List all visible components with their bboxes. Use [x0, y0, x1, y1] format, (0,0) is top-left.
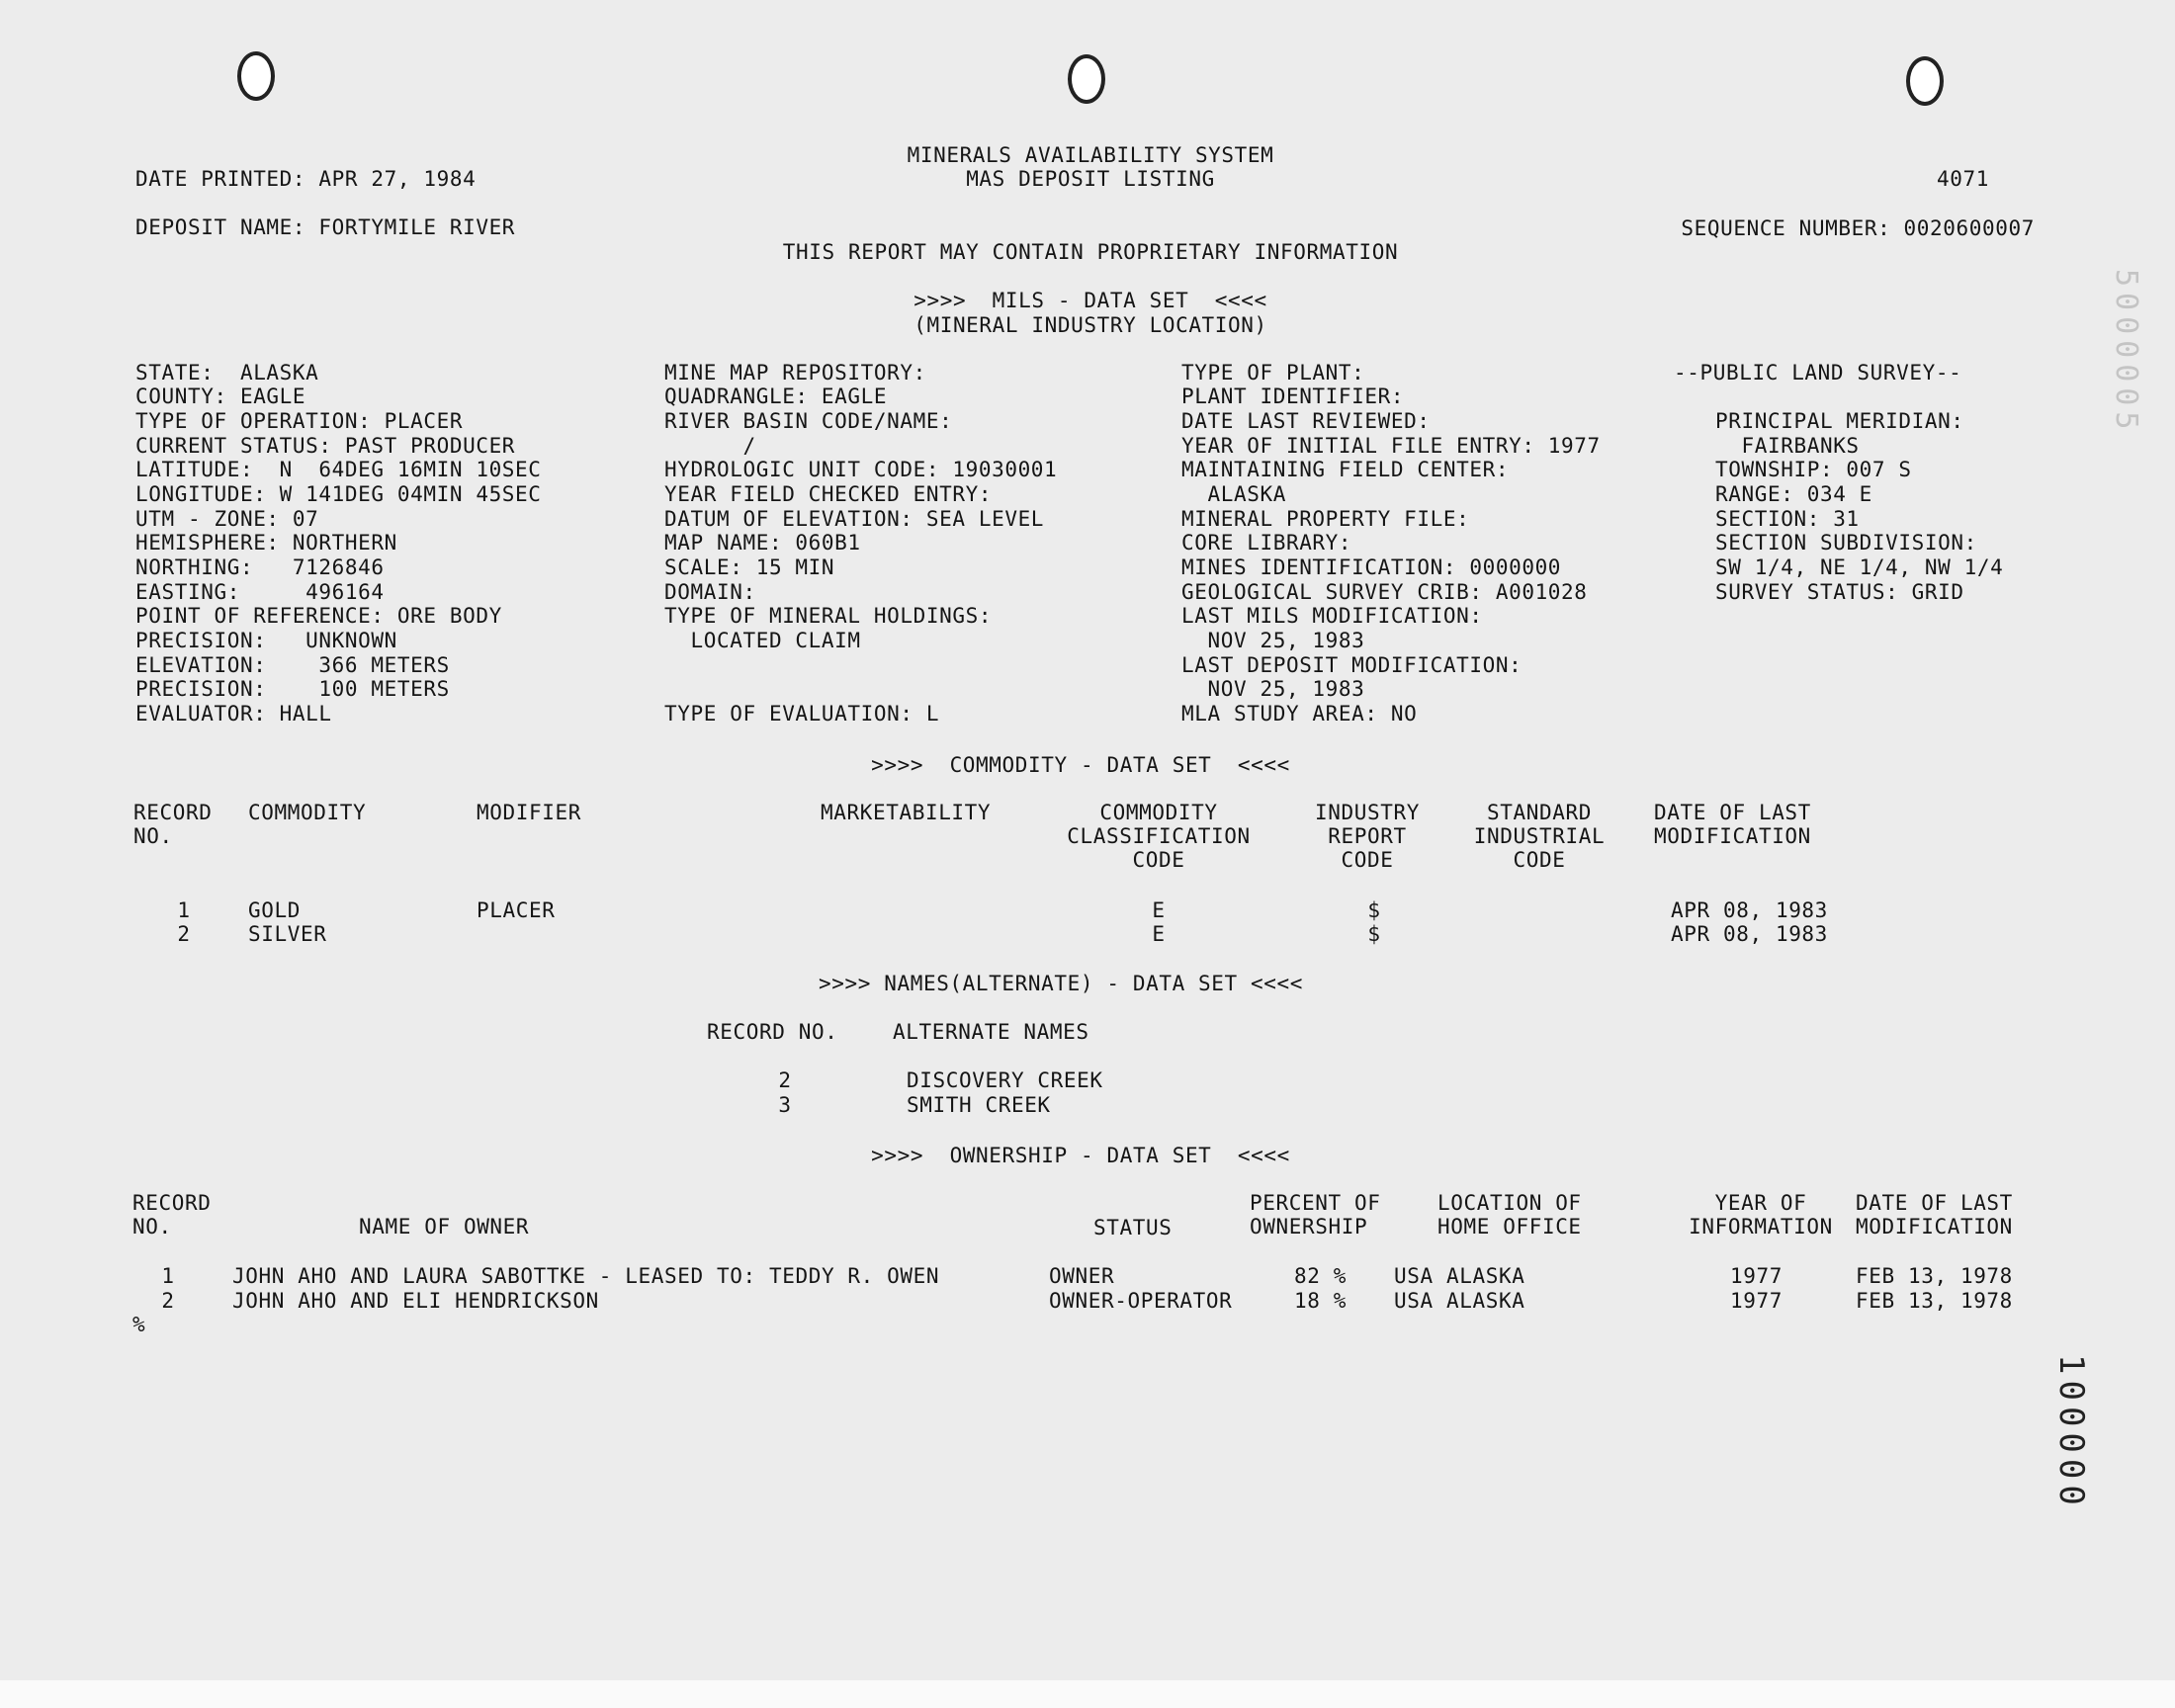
field-line: LOCATED CLAIM [664, 629, 861, 652]
classification-code: E [1152, 922, 1166, 946]
field-line: LONGITUDE: W 141DEG 04MIN 45SEC [135, 482, 542, 506]
field-line: EVALUATOR: HALL [135, 702, 332, 726]
field-line: PLANT IDENTIFIER: [1181, 384, 1405, 408]
field-line: DATE LAST REVIEWED: [1181, 409, 1431, 433]
field-line: PRECISION: UNKNOWN [135, 629, 397, 652]
field-line: UTM - ZONE: 07 [135, 507, 319, 531]
field-line: LAST MILS MODIFICATION: [1181, 604, 1483, 628]
field-line: YEAR OF INITIAL FILE ENTRY: 1977 [1181, 434, 1601, 458]
col-header-commodity: COMMODITY [248, 801, 367, 824]
field-line: DOMAIN: [664, 580, 756, 604]
col-header-record: RECORD NO. [707, 1020, 838, 1044]
ownership-percent: 82 % [1294, 1264, 1347, 1288]
modification-date: APR 08, 1983 [1671, 922, 1828, 946]
field-line: TYPE OF OPERATION: PLACER [135, 409, 464, 433]
field-line: MLA STUDY AREA: NO [1181, 702, 1418, 726]
col-header-date: DATE OF LAST MODIFICATION [1654, 801, 1811, 848]
field-line: EASTING: 496164 [135, 580, 385, 604]
field-line: PRECISION: 100 METERS [135, 677, 450, 701]
field-line: COUNTY: EAGLE [135, 384, 306, 408]
field-line: FAIRBANKS [1715, 434, 1860, 458]
field-line: CURRENT STATUS: PAST PRODUCER [135, 434, 516, 458]
col-header-classification: COMMODITY CLASSIFICATION CODE [1067, 801, 1251, 872]
field-line: SURVEY STATUS: GRID [1715, 580, 1964, 604]
field-line: GEOLOGICAL SURVEY CRIB: A001028 [1181, 580, 1588, 604]
field-line: CORE LIBRARY: [1181, 531, 1352, 555]
field-line: SCALE: 15 MIN [664, 555, 835, 579]
col-header-date: DATE OF LAST MODIFICATION [1856, 1191, 2013, 1238]
field-line: HYDROLOGIC UNIT CODE: 19030001 [664, 458, 1058, 481]
owner-name: JOHN AHO AND LAURA SABOTTKE - LEASED TO: TEDDY R. OWEN [232, 1264, 940, 1288]
field-line: NOV 25, 1983 [1181, 677, 1365, 701]
punch-hole-center [1068, 54, 1105, 104]
industry-code: $ [1367, 898, 1381, 922]
information-year: 1977 [1730, 1264, 1783, 1288]
commodity-modifier: PLACER [477, 898, 556, 922]
record-number: 2 [177, 922, 191, 946]
commodity-heading: >>>> COMMODITY - DATA SET <<<< [871, 753, 1290, 777]
classification-code: E [1152, 898, 1166, 922]
report-title: MINERALS AVAILABILITY SYSTEM [907, 143, 1274, 167]
field-line: SECTION: 31 [1715, 507, 1860, 531]
frame-number-stamp: 100000 [2051, 1354, 2091, 1511]
information-year: 1977 [1730, 1289, 1783, 1313]
field-line: LATITUDE: N 64DEG 16MIN 10SEC [135, 458, 542, 481]
record-number: 1 [177, 898, 191, 922]
record-number: 2 [778, 1068, 792, 1092]
home-office-location: USA ALASKA [1394, 1264, 1525, 1288]
field-line: ALASKA [1181, 482, 1286, 506]
punch-hole-right [1906, 56, 1944, 106]
field-line: SECTION SUBDIVISION: [1715, 531, 1977, 555]
modification-date: APR 08, 1983 [1671, 898, 1828, 922]
field-line: HEMISPHERE: NORTHERN [135, 531, 397, 555]
field-line: RIVER BASIN CODE/NAME: [664, 409, 953, 433]
modification-date: FEB 13, 1978 [1856, 1264, 2013, 1288]
names-heading: >>>> NAMES(ALTERNATE) - DATA SET <<<< [819, 972, 1303, 995]
field-line: YEAR FIELD CHECKED ENTRY: [664, 482, 993, 506]
field-line: MINE MAP REPOSITORY: [664, 361, 926, 384]
page-number: 4071 [1937, 167, 1989, 191]
field-line: --PUBLIC LAND SURVEY-- [1674, 361, 1962, 384]
field-line: SW 1/4, NE 1/4, NW 1/4 [1715, 555, 2004, 579]
field-line: ELEVATION: 366 METERS [135, 653, 450, 677]
field-line: TYPE OF PLANT: [1181, 361, 1365, 384]
alternate-name: SMITH CREEK [907, 1093, 1051, 1117]
field-line: / [664, 434, 756, 458]
col-header-owner-name: NAME OF OWNER [359, 1215, 530, 1238]
ownership-heading: >>>> OWNERSHIP - DATA SET <<<< [871, 1144, 1290, 1167]
field-line: DATUM OF ELEVATION: SEA LEVEL [664, 507, 1045, 531]
owner-status: OWNER-OPERATOR [1049, 1289, 1233, 1313]
commodity-name: GOLD [248, 898, 301, 922]
owner-name: JOHN AHO AND ELI HENDRICKSON [232, 1289, 599, 1313]
sequence-number: SEQUENCE NUMBER: 0020600007 [1681, 216, 2035, 240]
record-number: 3 [778, 1093, 792, 1117]
field-line: STATE: ALASKA [135, 361, 319, 384]
alternate-name: DISCOVERY CREEK [907, 1068, 1103, 1092]
record-number: 2 [161, 1289, 175, 1313]
deposit-name: DEPOSIT NAME: FORTYMILE RIVER [135, 215, 516, 239]
scan-margin [0, 1680, 2175, 1708]
col-header-status: STATUS [1093, 1216, 1173, 1239]
industry-code: $ [1367, 922, 1381, 946]
field-line: TOWNSHIP: 007 S [1715, 458, 1912, 481]
col-header-record: RECORD NO. [132, 1191, 212, 1238]
field-line: MINERAL PROPERTY FILE: [1181, 507, 1470, 531]
field-line: PRINCIPAL MERIDIAN: [1715, 409, 1964, 433]
field-line: POINT OF REFERENCE: ORE BODY [135, 604, 502, 628]
col-header-percent: PERCENT OF OWNERSHIP [1250, 1191, 1381, 1238]
mils-subheading: (MINERAL INDUSTRY LOCATION) [914, 313, 1267, 337]
field-line: QUADRANGLE: EAGLE [664, 384, 888, 408]
punch-hole-left [237, 51, 275, 101]
col-header-marketability: MARKETABILITY [821, 801, 992, 824]
record-number: 1 [161, 1264, 175, 1288]
faded-frame-stamp: 5000005 [2109, 269, 2143, 436]
home-office-location: USA ALASKA [1394, 1289, 1525, 1313]
col-header-alternate-names: ALTERNATE NAMES [893, 1020, 1089, 1044]
date-printed: DATE PRINTED: APR 27, 1984 [135, 167, 477, 191]
col-header-modifier: MODIFIER [477, 801, 581, 824]
ownership-percent: 18 % [1294, 1289, 1347, 1313]
field-line: RANGE: 034 E [1715, 482, 1872, 506]
modification-date: FEB 13, 1978 [1856, 1289, 2013, 1313]
col-header-sic: STANDARD INDUSTRIAL CODE [1473, 801, 1606, 872]
col-header-industry: INDUSTRY REPORT CODE [1315, 801, 1420, 872]
owner-status: OWNER [1049, 1264, 1115, 1288]
field-line: MINES IDENTIFICATION: 0000000 [1181, 555, 1562, 579]
field-line: NOV 25, 1983 [1181, 629, 1365, 652]
col-header-year: YEAR OF INFORMATION [1689, 1191, 1833, 1238]
proprietary-notice: THIS REPORT MAY CONTAIN PROPRIETARY INFORMATION [782, 240, 1399, 264]
footer-mark: % [132, 1313, 146, 1336]
field-line: TYPE OF EVALUATION: L [664, 702, 940, 726]
field-line: MAP NAME: 060B1 [664, 531, 861, 555]
field-line: MAINTAINING FIELD CENTER: [1181, 458, 1510, 481]
col-header-record: RECORD NO. [133, 801, 213, 848]
commodity-name: SILVER [248, 922, 327, 946]
field-line: LAST DEPOSIT MODIFICATION: [1181, 653, 1522, 677]
col-header-location: LOCATION OF HOME OFFICE [1437, 1191, 1582, 1238]
report-subtitle: MAS DEPOSIT LISTING [966, 167, 1215, 191]
field-line: NORTHING: 7126846 [135, 555, 385, 579]
field-line: TYPE OF MINERAL HOLDINGS: [664, 604, 993, 628]
mils-heading: >>>> MILS - DATA SET <<<< [914, 289, 1267, 312]
